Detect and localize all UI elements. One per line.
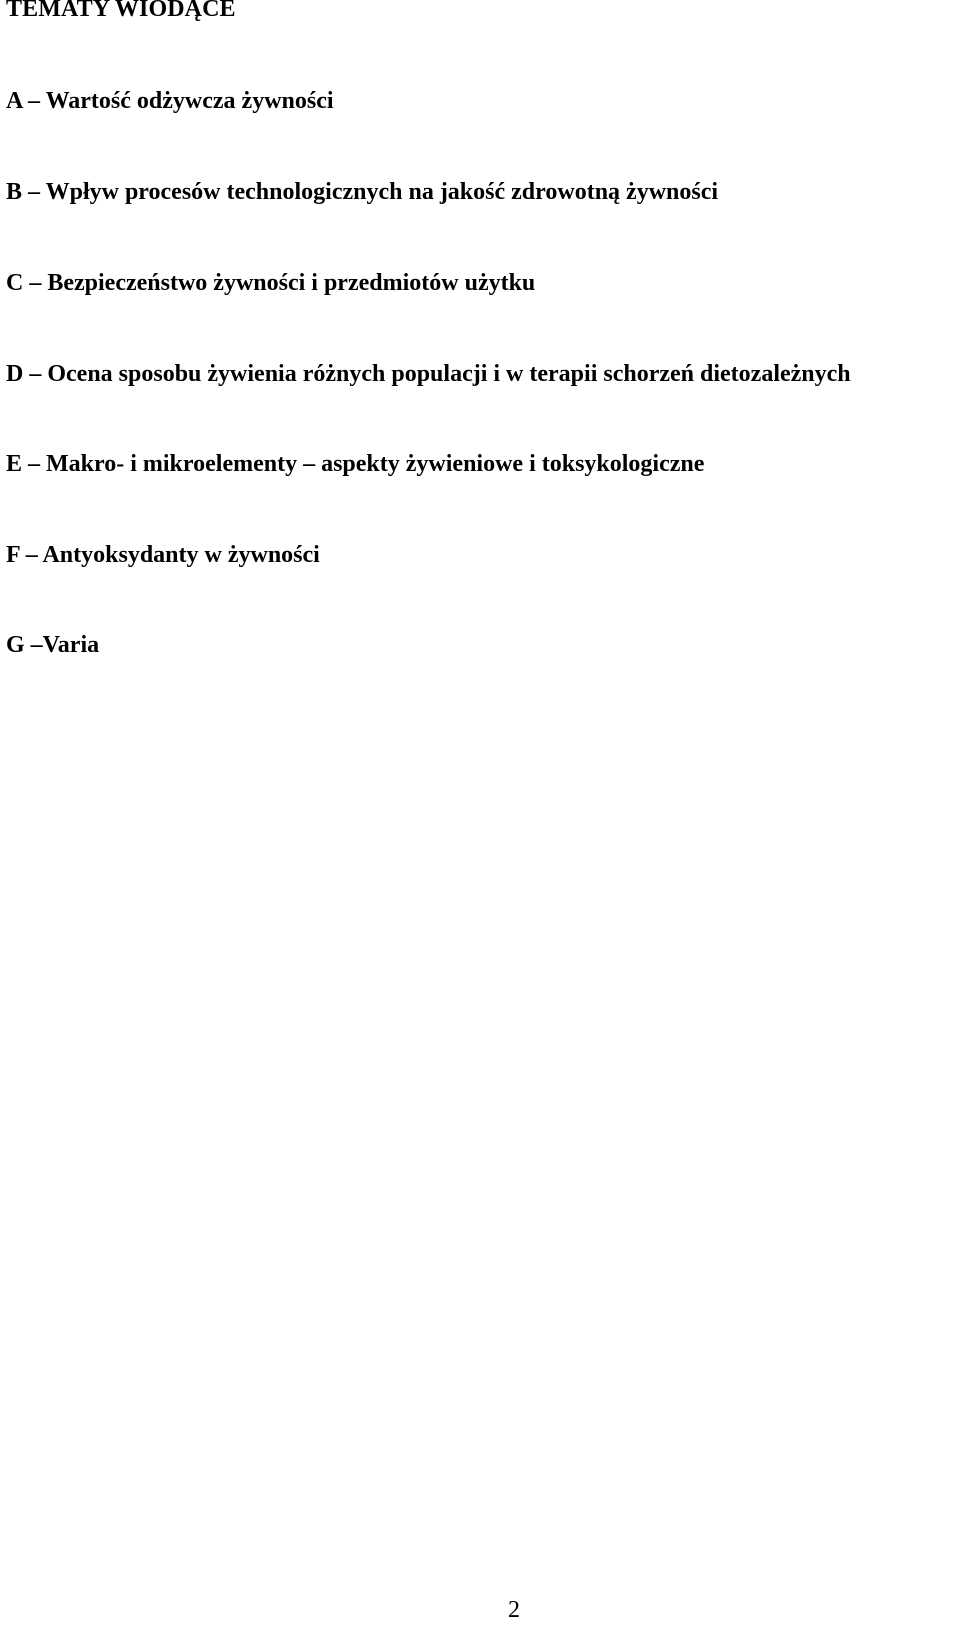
topic-a — [6, 88, 334, 115]
topic-letter: A — [6, 88, 23, 114]
topic-separator: – — [23, 270, 48, 296]
topic-separator: – — [22, 451, 47, 477]
topic-separator: – — [19, 542, 43, 568]
topic-title: Ocena sposobu żywienia różnych populacji i w terapii schorzeń dietozależnych — [47, 361, 851, 387]
topic-separator: – — [22, 179, 46, 205]
topic-letter: E — [6, 451, 23, 477]
topic-separator: – — [23, 361, 48, 387]
topic-g — [6, 632, 99, 659]
topic-title: Bezpieczeństwo żywności i przedmiotów użytku — [47, 270, 536, 296]
page-heading: TEMATY WIODĄCE — [6, 0, 236, 22]
topic-title: Wartość odżywcza żywności — [45, 88, 334, 114]
topic-c — [6, 270, 535, 297]
topic-title: Wpływ procesów technologicznych na jakość zdrowotną żywności — [45, 179, 719, 205]
topic-letter: B — [6, 179, 23, 205]
topic-title: Varia — [42, 632, 100, 658]
topic-letter: D — [6, 361, 24, 387]
page-number: 2 — [508, 1597, 520, 1623]
topic-title: Antyoksydanty w żywności — [42, 542, 320, 568]
topic-letter: G — [6, 632, 25, 658]
topic-separator: – — [22, 88, 46, 114]
topic-b — [6, 179, 718, 206]
topic-title: Makro- i mikroelementy – aspekty żywieniowe i toksykologiczne — [46, 451, 705, 477]
topic-d — [6, 361, 851, 388]
topic-f — [6, 542, 320, 569]
topic-e — [6, 451, 704, 478]
topic-letter: C — [6, 270, 24, 296]
topic-letter: F — [6, 542, 20, 568]
topic-separator: – — [24, 632, 43, 658]
